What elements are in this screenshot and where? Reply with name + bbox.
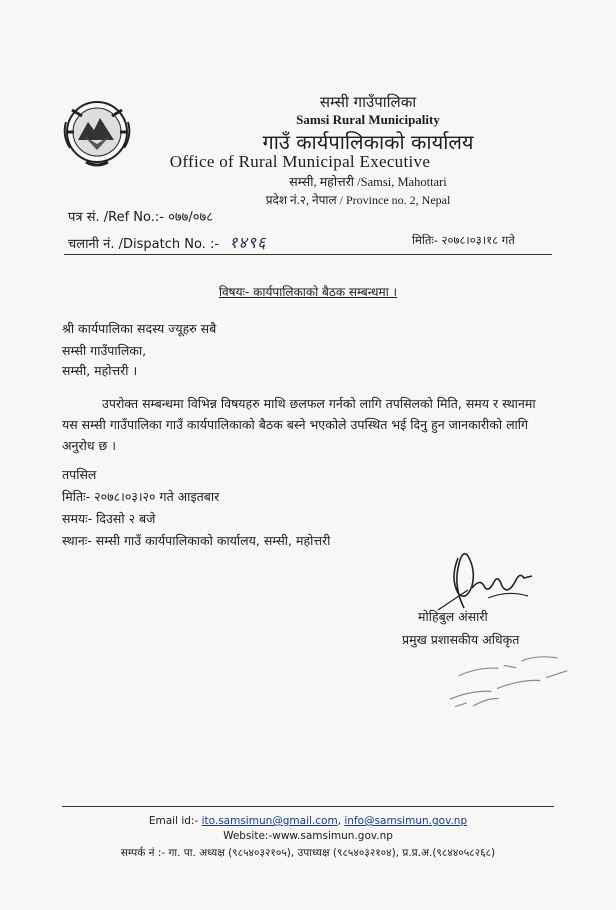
dispatch-number: १४९६: [229, 233, 267, 252]
reference-number: पत्र सं. /Ref No.:- ०७७/०७८: [68, 210, 214, 225]
meeting-date: मितिः- २०७८।०३।२० गते आइतबार: [62, 489, 220, 504]
letter-body: उपरोक्त सम्बन्धमा विभिन्न विषयहरु माथि छलफल गर्नको लागि तपसिलको मिति, समय र स्थानमा यस सम्सी गाउँपालिका गाउँ कार्यपालिकाको बैठक बस्ने भएकोले उपस्थित भई दिनु हुन जानकारीको लागि अनुरोध छ ।: [62, 396, 536, 453]
letter-date: मितिः- २०७८।०३।१८ गते: [412, 233, 515, 247]
subject-line: [0, 283, 616, 300]
official-stamp-image: [440, 650, 590, 710]
province-line: प्रदेश नं.२, नेपाल / Province no. 2, Nepal: [265, 193, 451, 207]
executive-name-np: गाउँ कार्यपालिकाको कार्यालय: [262, 130, 474, 154]
footer-website: Website:-www.samsimun.gov.np: [223, 830, 393, 842]
dispatch-line: [68, 231, 266, 253]
office-name-en: Samsi Rural Municipality: [296, 112, 440, 127]
office-name-np: सम्सी गाउँपालिका: [319, 93, 417, 111]
executive-name-en: Office of Rural Municipal Executive: [169, 152, 431, 171]
footer-email-line: [0, 815, 616, 827]
email-separator: ,: [337, 815, 342, 827]
header-divider: [64, 254, 552, 255]
addressee-line-2: सम्सी गाउँपालिका,: [62, 343, 147, 358]
email-link-info[interactable]: info@samsimun.gov.np: [344, 815, 468, 827]
signature-image: [428, 538, 548, 618]
meeting-time: समयः- दिउसो २ बजे: [62, 511, 156, 526]
email-label: Email id:-: [148, 815, 199, 827]
signatory-name: मोहिबुल अंसारी: [418, 609, 488, 624]
meeting-place: स्थानः- सम्सी गाउँ कार्यपालिकाको कार्यालय, सम्सी, महोत्तरी: [62, 533, 331, 548]
email-link-ito[interactable]: ito.samsimun@gmail.com: [201, 815, 338, 827]
nepal-emblem-icon: [58, 92, 136, 170]
dispatch-label: चलानी नं. /Dispatch No. :-: [68, 237, 220, 252]
subject-text: विषयः- कार्यपालिकाको बैठक सम्बन्धमा ।: [218, 285, 398, 299]
addressee-line-1: श्री कार्यपालिका सदस्य ज्यूहरु सबै: [62, 321, 217, 336]
addressee-line-3: सम्सी, महोत्तरी ।: [62, 363, 138, 378]
details-heading: तपसिल: [62, 467, 97, 482]
signatory-designation: प्रमुख प्रशासकीय अधिकृत: [402, 632, 520, 647]
footer-contact: सम्पर्क नं :- गा. पा. अध्यक्ष (९८५४०३२१०५), उपाध्यक्ष (९८५४०३२१०४), प्र.प्र.अ.(९८४४०५८२६८): [120, 847, 496, 859]
footer-divider: [62, 806, 554, 807]
office-address: सम्सी, महोत्तरी /Samsi, Mahottari: [289, 175, 447, 189]
